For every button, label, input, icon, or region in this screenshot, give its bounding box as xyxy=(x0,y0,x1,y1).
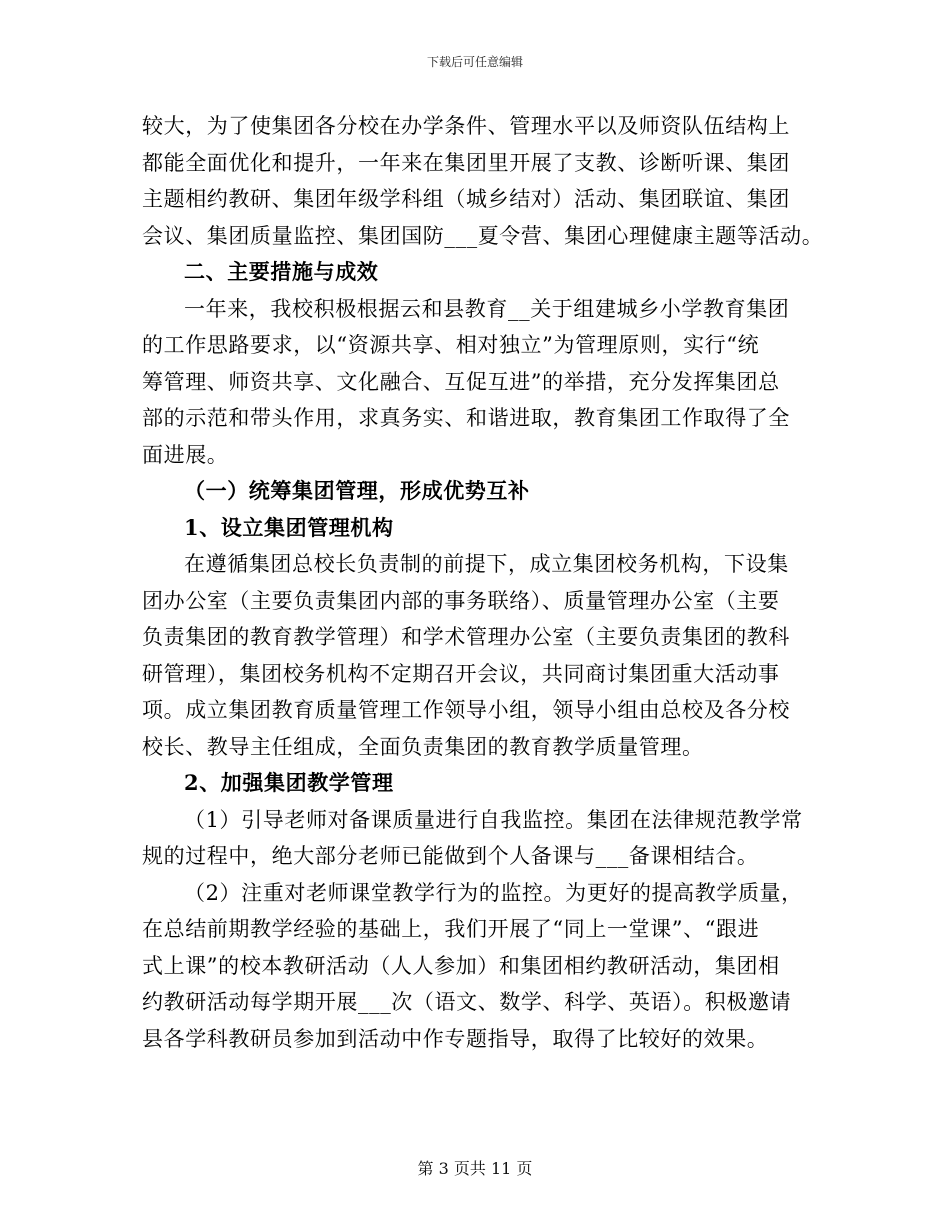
body-line: 在总结前期教学经验的基础上，我们开展了“同上一堂课”、“跟进 xyxy=(142,917,760,941)
body-line: 县各学科教研员参加到活动中作专题指导，取得了比较好的效果。 xyxy=(142,1026,769,1051)
body-line: 主题相约教研、集团年级学科组（城乡结对）活动、集团联谊、集团 xyxy=(142,187,790,211)
page-header-note: 下载后可任意编辑 xyxy=(426,55,523,69)
body-line: 筹管理、师资共享、文化融合、互促互进”的举措，充分发挥集团总 xyxy=(142,369,780,394)
body-line: 会议、集团质量监控、集团国防___夏令营、集团心理健康主题等活动。 xyxy=(142,223,824,248)
body-line: 的工作思路要求，以“资源共享、相对独立”为管理原则，实行“统 xyxy=(142,333,760,357)
page-number: 第 3 页共 11 页 xyxy=(417,1159,533,1178)
item-heading: 1、设立集团管理机构 xyxy=(184,514,394,540)
body-line: （1）引导老师对备课质量进行自我监控。集团在法律规范教学常 xyxy=(184,807,803,832)
body-line: 面进展。 xyxy=(142,442,229,467)
body-line: （2）注重对老师课堂教学行为的监控。为更好的提高教学质量， xyxy=(184,880,803,905)
body-line: 在遵循集团总校长负责制的前提下，成立集团校务机构，下设集 xyxy=(184,552,789,576)
body-line: 一年来，我校积极根据云和县教育__关于组建城乡小学教育集团 xyxy=(184,296,790,321)
document-body xyxy=(142,108,824,1057)
body-line: 较大，为了使集团各分校在办学条件、管理水平以及师资队伍结构上 xyxy=(142,114,790,138)
body-line: 都能全面优化和提升，一年来在集团里开展了支教、诊断听课、集团 xyxy=(142,150,790,175)
body-line: 团办公室（主要负责集团内部的事务联络）、质量管理办公室（主要 xyxy=(142,588,780,613)
section-heading: 二、主要措施与成效 xyxy=(184,259,379,284)
body-line: 研管理），集团校务机构不定期召开会议，共同商讨集团重大活动事 xyxy=(142,661,780,686)
body-line: 负责集团的教育教学管理）和学术管理办公室（主要负责集团的教科 xyxy=(142,625,790,649)
body-line: 校长、教导主任组成，全面负责集团的教育教学质量管理。 xyxy=(142,734,704,759)
body-line: 约教研活动每学期开展___次（语文、数学、科学、英语）。积极邀请 xyxy=(142,990,792,1014)
body-line: 部的示范和带头作用，求真务实、和谐进取，教育集团工作取得了全 xyxy=(142,406,790,430)
item-heading: 2、加强集团教学管理 xyxy=(184,770,394,795)
body-line: 项。成立集团教育质量管理工作领导小组，领导小组由总校及各分校 xyxy=(142,698,790,722)
body-line: 规的过程中，绝大部分老师已能做到个人备课与___备课相结合。 xyxy=(142,844,759,868)
subsection-heading: （一）统筹集团管理，形成优势互补 xyxy=(184,478,530,503)
body-line: 式上课”的校本教研活动（人人参加）和集团相约教研活动，集团相 xyxy=(142,953,780,978)
